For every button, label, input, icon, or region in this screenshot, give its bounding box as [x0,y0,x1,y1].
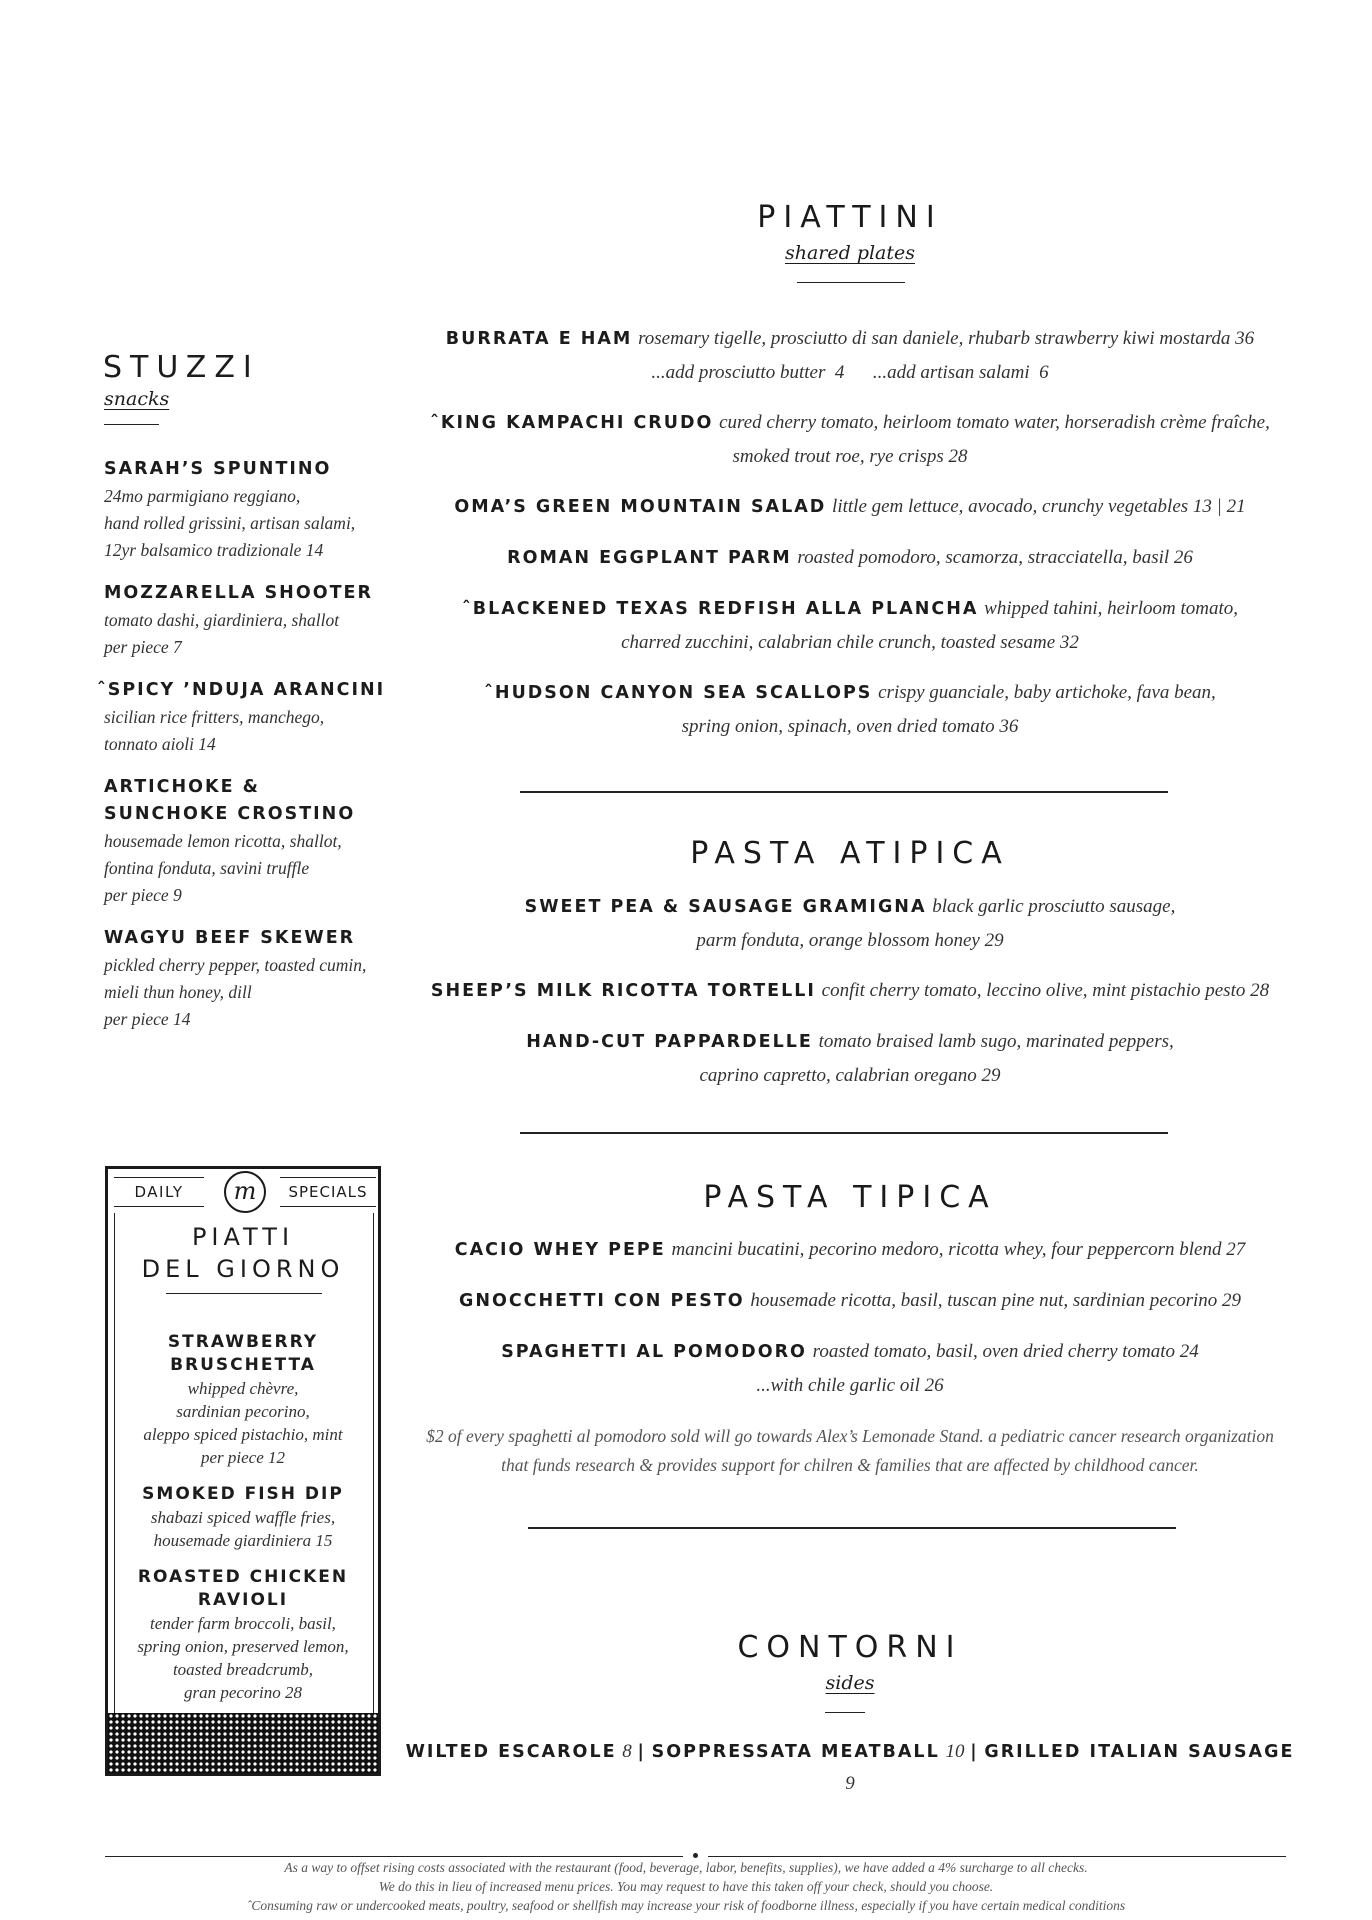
snack-name: MOZZARELLA SHOOTER [104,583,373,603]
footer-rule-right [708,1856,1286,1857]
section-divider [528,1527,1176,1529]
snack-name: ARTICHOKE & SUNCHOKE CROSTINO [104,777,356,824]
stuzzi-list [97,456,404,1033]
footer-line-3: ˆConsuming raw or undercooked meats, poultry, seafood or shellfish may increase your risk of foodborne illness, especially if you have certain medical conditions [246,1898,1126,1913]
contorni-underline [825,1712,865,1713]
item-desc: black garlic prosciutto sausage, [932,896,1176,917]
menu-item [420,676,1280,743]
item-name: SHEEP’S MILK RICOTTA TORTELLI [430,981,816,1001]
item-desc: mancini bucatini, pecorino medoro, ricotta whey, four peppercorn blend 27 [671,1239,1246,1260]
item-name: HAND-CUT PAPPARDELLE [526,1032,813,1052]
item-name: SWEET PEA & SAUSAGE GRAMIGNA [524,897,927,917]
item-desc: confit cherry tomato, leccino olive, mint pistachio pesto 28 [821,980,1270,1001]
side-name: WILTED ESCAROLE [405,1742,617,1762]
special-item [118,1331,368,1469]
item-name: ˆHUDSON CANYON SEA SCALLOPS [484,683,873,703]
snack-desc: 24mo parmigiano reggiano, hand rolled grissini, artisan salami, 12yr balsamico tradizionale 14 [104,486,356,560]
item-desc: little gem lettuce, avocado, crunchy vegetables 13 | 21 [832,496,1246,517]
snack-name: WAGYU BEEF SKEWER [104,928,356,948]
pasta-atipica-list [420,890,1280,1092]
special-item [118,1483,368,1552]
specials-list [118,1331,368,1704]
item-desc: housemade ricotta, basil, tuscan pine nut, sardinian pecorino 29 [750,1290,1242,1311]
item-extra: spring onion, spinach, oven dried tomato 36 [681,716,1019,737]
footer-rule-left [105,1856,683,1857]
special-name: SMOKED FISH DIP [142,1484,344,1504]
item-extra: ...add prosciutto butter 4 ...add artisan salami 6 [651,362,1049,383]
side-price: 8 [622,1741,632,1762]
special-name: STRAWBERRY BRUSCHETTA [167,1332,319,1375]
side-name: SOPPRESSATA MEATBALL [651,1742,940,1762]
contorni-title: CONTORNI [737,1630,963,1665]
snack-desc: housemade lemon ricotta, shallot, fontina fonduta, savini truffle per piece 9 [104,831,342,905]
menu-item [420,541,1280,575]
pattern-footer [108,1713,378,1773]
menu-item [420,890,1280,957]
item-extra: smoked trout roe, rye crisps 28 [732,446,968,467]
snack-item [104,580,404,661]
contorni-subtitle: sides [825,1672,875,1694]
item-name: BURRATA E HAM [445,329,633,349]
menu-item [420,974,1280,1008]
menu-item [400,1284,1300,1318]
item-desc: tomato braised lamb sugo, marinated peppers, [818,1031,1174,1052]
banner-specials: SPECIALS [280,1177,376,1207]
special-desc: shabazi spiced waffle fries, housemade giardiniera 15 [150,1508,336,1550]
contorni-list [400,1736,1300,1800]
item-name: OMA’S GREEN MOUNTAIN SALAD [454,497,827,517]
menu-item [420,592,1280,659]
specials-underline [166,1293,322,1294]
piattini-list [420,322,1280,743]
snack-item [104,925,404,1033]
item-extra: caprino capretto, calabrian oregano 29 [699,1065,1001,1086]
daily-specials-box [105,1166,381,1776]
stuzzi-subtitle: snacks [104,388,170,410]
item-name: GNOCCHETTI CON PESTO [458,1291,745,1311]
separator: | [637,1742,646,1762]
snack-name: SARAH’S SPUNTINO [104,459,332,479]
item-name: ˆBLACKENED TEXAS REDFISH ALLA PLANCHA [461,599,979,619]
item-extra: parm fonduta, orange blossom honey 29 [696,930,1004,951]
specials-title: PIATTI DEL GIORNO [141,1223,345,1283]
piattini-title: PIATTINI [757,200,943,235]
special-desc: whipped chèvre, sardinian pecorino, aleppo spiced pistachio, mint per piece 12 [143,1379,343,1467]
specials-banner [108,1169,378,1213]
item-name: ˆKING KAMPACHI CRUDO [430,413,714,433]
footer-notes [100,1858,1272,1915]
stuzzi-title: STUZZI [103,350,260,385]
pasta-tipica-list [400,1233,1300,1402]
item-name: SPAGHETTI AL POMODORO [501,1342,807,1362]
logo-badge: m [224,1171,266,1213]
side-price: 10 [945,1741,965,1762]
item-desc: crispy guanciale, baby artichoke, fava bean, [878,682,1216,703]
side-name: GRILLED ITALIAN SAUSAGE [984,1742,1295,1762]
special-item [118,1566,368,1704]
pasta-atipica-title: PASTA ATIPICA [690,836,1010,871]
menu-item [420,406,1280,473]
section-divider [520,791,1168,793]
item-desc: whipped tahini, heirloom tomato, [984,598,1239,619]
menu-item [400,1233,1300,1267]
menu-item [420,490,1280,524]
item-extra: charred zucchini, calabrian chile crunch, toasted sesame 32 [621,632,1079,653]
piattini-subtitle: shared plates [784,242,916,264]
snack-item [104,456,404,564]
item-name: ROMAN EGGPLANT PARM [507,548,792,568]
item-desc: roasted tomato, basil, oven dried cherry tomato 24 [812,1341,1199,1362]
footer-line-2: We do this in lieu of increased menu prices. You may request to have this taken off your check, should you choose. [378,1879,994,1894]
menu-item [420,322,1280,389]
menu-item [400,1335,1300,1402]
stuzzi-underline [104,424,159,425]
item-desc: roasted pomodoro, scamorza, stracciatella, basil 26 [797,547,1193,568]
footer-line-1: As a way to offset rising costs associated with the restaurant (food, beverage, labor, benefits, supplies), we have added a 4% surcharge to all checks. [284,1860,1088,1875]
item-desc: cured cherry tomato, heirloom tomato water, horseradish crème fraîche, [719,412,1270,433]
snack-name: ˆSPICY ’NDUJA ARANCINI [97,680,386,700]
separator: | [970,1742,979,1762]
menu-item [420,1025,1280,1092]
snack-desc: pickled cherry pepper, toasted cumin, mieli thun honey, dill per piece 14 [104,955,367,1029]
charity-note: $2 of every spaghetti al pomodoro sold will go towards Alex’s Lemonade Stand. a pediatric cancer research organization that funds research & provides support for chilren & families that are affected by childhood cancer. [426,1426,1274,1475]
special-desc: tender farm broccoli, basil, spring onion, preserved lemon, toasted breadcrumb, gran pecorino 28 [137,1614,349,1702]
snack-desc: tomato dashi, giardiniera, shallot per piece 7 [104,610,340,657]
pasta-tipica-title: PASTA TIPICA [703,1180,997,1215]
piattini-underline [797,282,905,283]
item-extra: ...with chile garlic oil 26 [756,1375,944,1396]
snack-desc: sicilian rice fritters, manchego, tonnato aioli 14 [104,707,325,754]
snack-item [97,677,404,758]
banner-daily: DAILY [114,1177,204,1207]
section-divider [520,1132,1168,1134]
snack-item [104,774,404,909]
side-price: 9 [845,1773,855,1794]
item-name: CACIO WHEY PEPE [454,1240,666,1260]
item-desc: rosemary tigelle, prosciutto di san daniele, rhubarb strawberry kiwi mostarda 36 [638,328,1255,349]
special-name: ROASTED CHICKEN RAVIOLI [137,1567,349,1610]
